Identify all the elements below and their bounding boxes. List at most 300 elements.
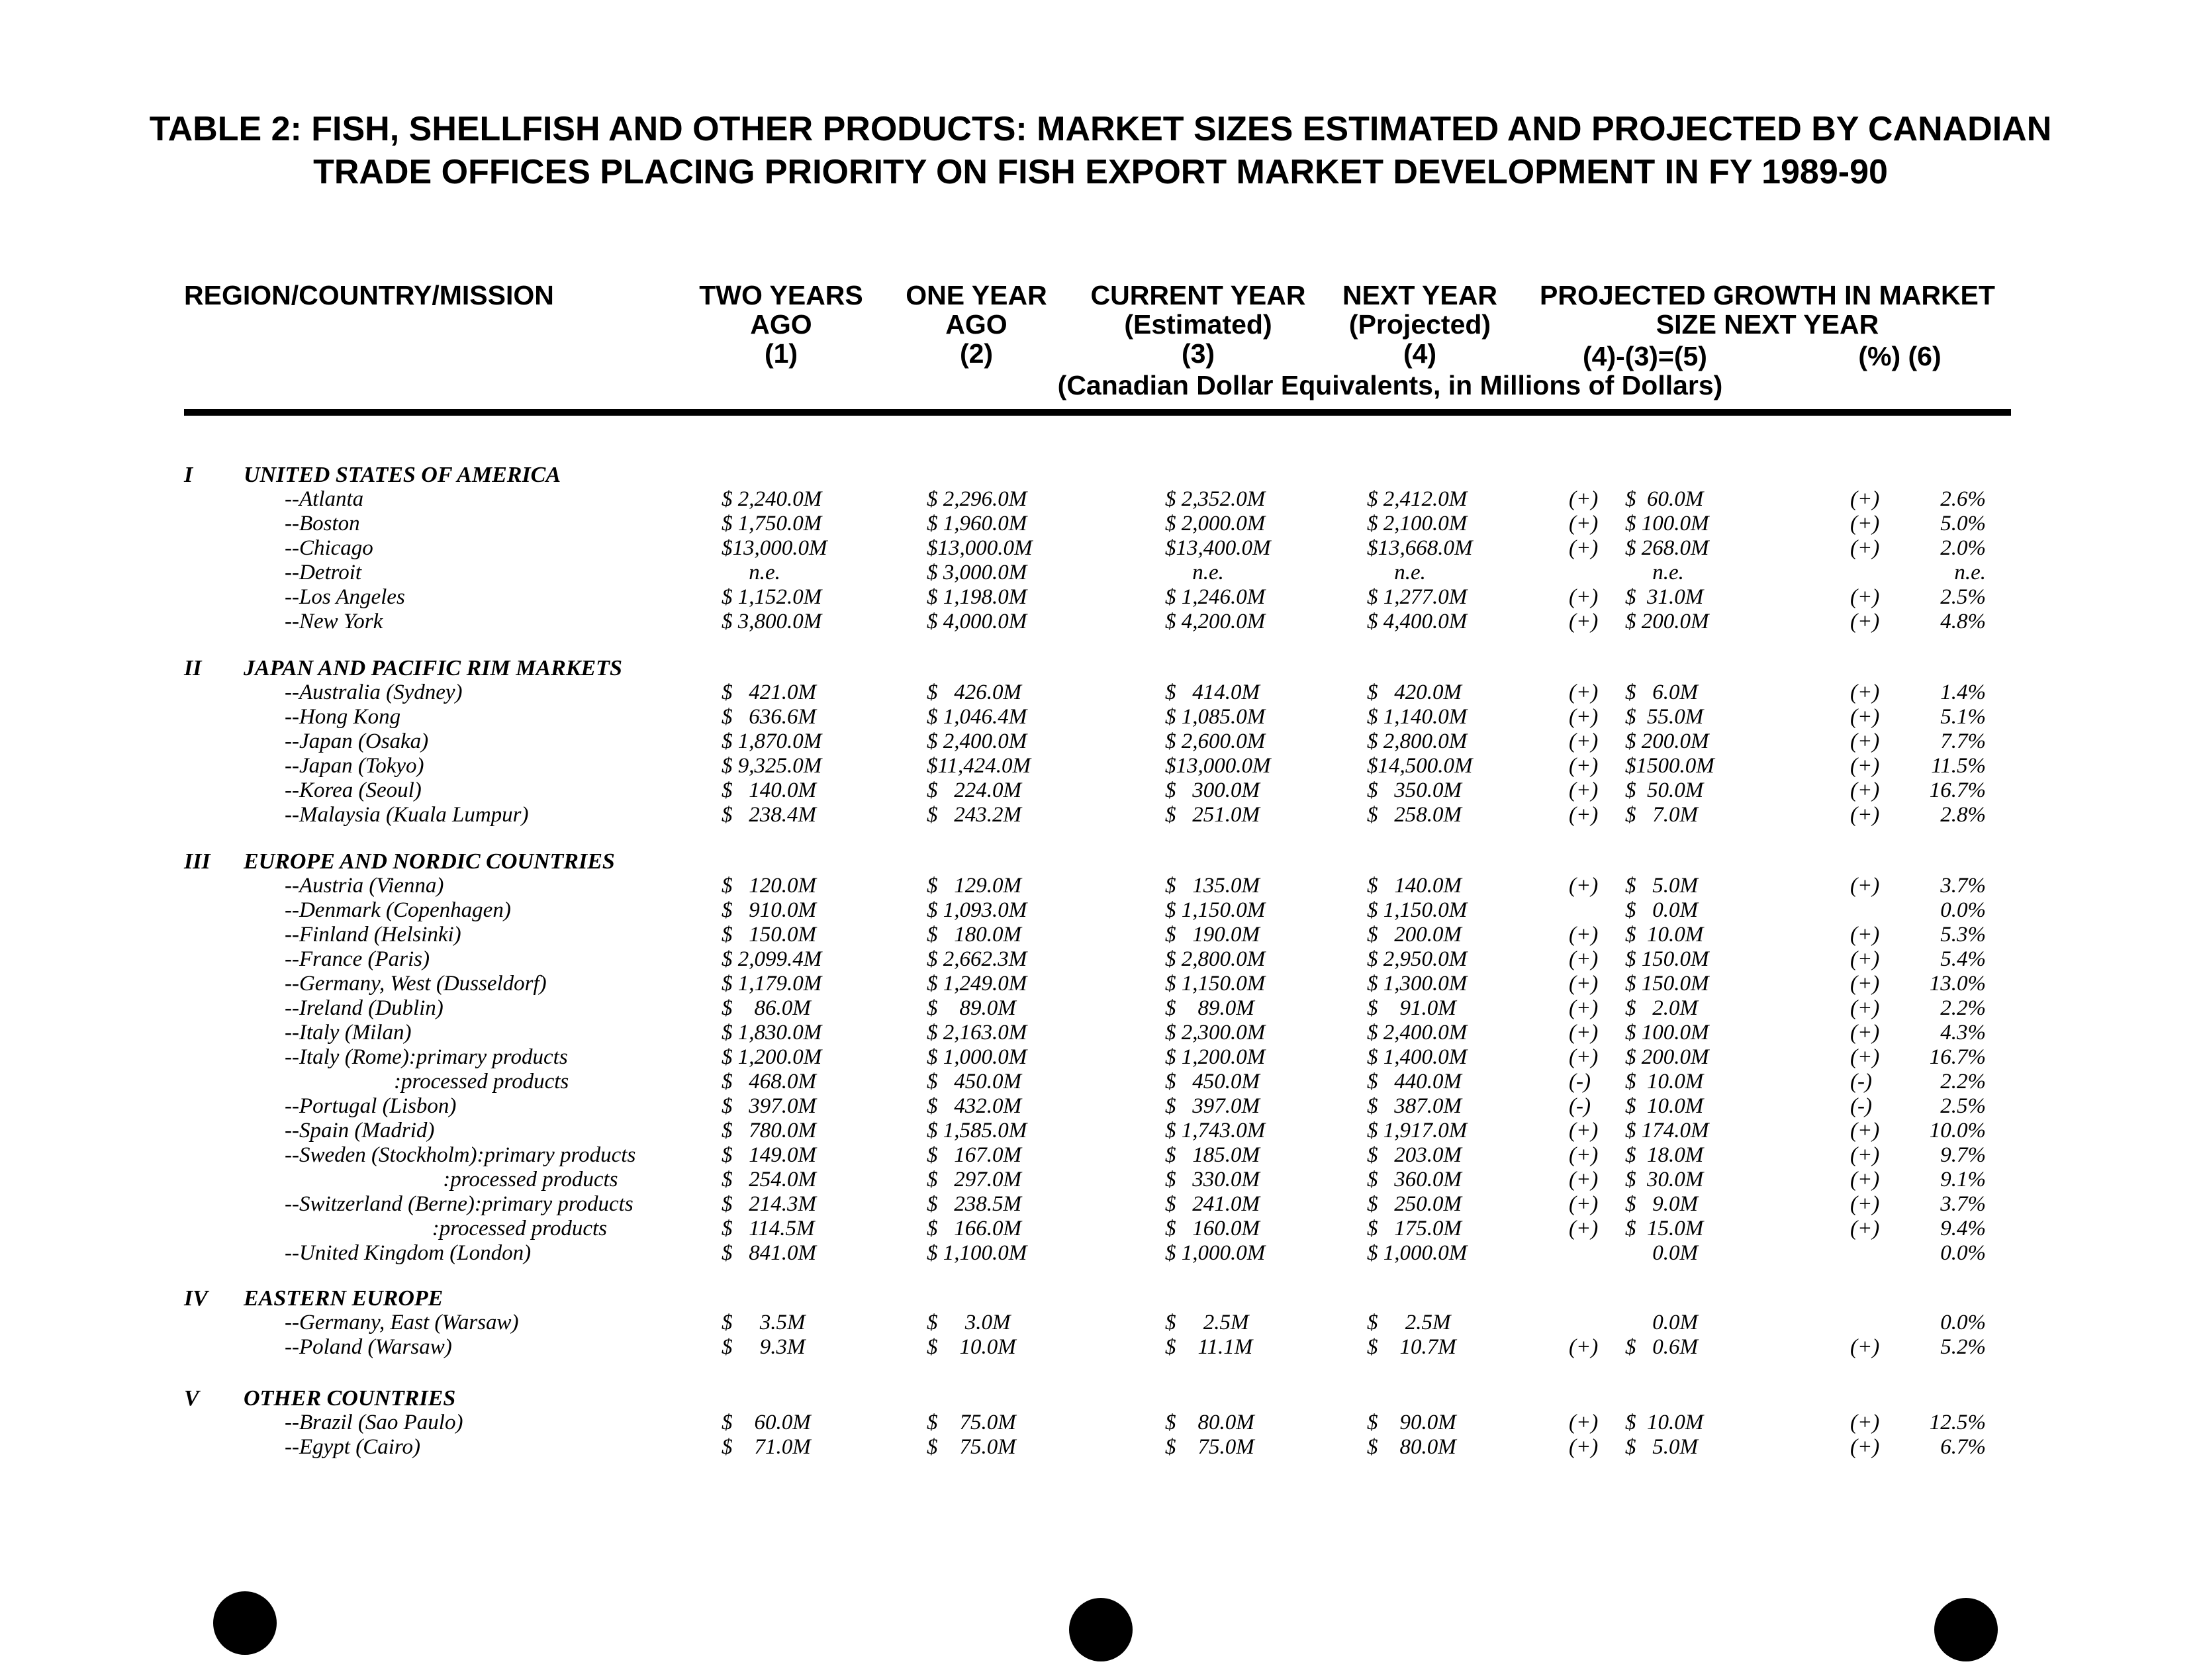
cell-v3: $13,400.0M [1165,536,1271,560]
header-growth-amount: (4)-(3)=(5) [1583,341,1707,371]
header-line: (2) [959,338,994,369]
cell-name: --Germany, West (Dusseldorf) [285,972,547,996]
cell-name: :processed products [285,1217,608,1240]
cell-v4: $ 1,140.0M [1367,705,1468,729]
cell-v3: $ 4,200.0M [1165,610,1266,633]
cell-v2: $ 2,296.0M [927,487,1027,511]
cell-v2: $ 432.0M [927,1094,1021,1118]
header-line: AGO [945,309,1007,340]
table-row [0,972,2201,996]
cell-s5: (-) [1569,1070,1591,1094]
cell-v3: $ 330.0M [1165,1168,1260,1191]
cell-name: --Ireland (Dublin) [285,996,444,1020]
cell-v4: $ 90.0M [1367,1411,1456,1434]
cell-v3: $ 190.0M [1165,923,1260,947]
cell-v1: $ 841.0M [722,1241,816,1265]
cell-name: --Japan (Tokyo) [285,754,424,778]
cell-v2: $ 1,960.0M [927,512,1027,536]
cell-v3: $ 251.0M [1165,803,1260,827]
section-header [0,1385,2201,1412]
cell-s5: (+) [1569,729,1599,753]
cell-name: --Boston [285,512,360,536]
section-numeral: III [184,849,211,874]
cell-v3: n.e. [1165,561,1224,584]
cell-v5: $ 60.0M [1625,487,1704,511]
cell-name: --Brazil (Sao Paulo) [285,1411,463,1434]
cell-v1: $ 9,325.0M [722,754,822,778]
cell-v4: $ 258.0M [1367,803,1462,827]
table-row [0,1094,2201,1119]
table-row [0,705,2201,729]
table-row [0,874,2201,898]
cell-s6: (+) [1850,585,1880,609]
cell-v4: $ 1,277.0M [1367,585,1468,609]
cell-v4: $ 2,950.0M [1367,947,1468,971]
cell-v5: $1500.0M [1625,754,1714,778]
cell-v5: $ 5.0M [1625,1435,1698,1459]
cell-s6: (-) [1850,1094,1872,1118]
cell-v6: 2.2% [1940,996,1986,1020]
cell-name: --Italy (Rome):primary products [285,1045,568,1069]
cell-v6: 9.7% [1940,1143,1986,1167]
cell-v6: 2.5% [1940,1094,1986,1118]
table-row [0,536,2201,561]
header-line: ONE YEAR [906,280,1047,310]
cell-v2: $ 4,000.0M [927,610,1027,633]
cell-v3: $ 2,000.0M [1165,512,1266,536]
cell-v6: 9.4% [1940,1217,1986,1240]
cell-v1: $ 9.3M [722,1335,806,1359]
cell-v1: $13,000.0M [722,536,827,560]
header-next-year [1317,281,1522,368]
cell-v5: $ 200.0M [1625,1045,1709,1069]
section-numeral: II [184,656,202,680]
cell-v6: 3.7% [1940,874,1986,898]
cell-v5: 0.0M [1625,1311,1698,1334]
cell-s5: (+) [1569,1411,1599,1434]
cell-s5: (+) [1569,585,1599,609]
cell-v5: $ 100.0M [1625,512,1709,536]
cell-v6: n.e. [1954,561,1986,584]
cell-s5: (+) [1569,947,1599,971]
cell-v1: $ 1,870.0M [722,729,822,753]
cell-v3: $ 241.0M [1165,1192,1260,1216]
cell-v5: $ 31.0M [1625,585,1704,609]
table-row [0,803,2201,827]
cell-v6: 5.3% [1940,923,1986,947]
cell-v6: 5.4% [1940,947,1986,971]
cell-s5: (-) [1569,1094,1591,1118]
cell-s6: (+) [1850,996,1880,1020]
cell-name: --Korea (Seoul) [285,778,422,802]
cell-name: --New York [285,610,383,633]
cell-v6: 2.5% [1940,585,1986,609]
cell-v2: $13,000.0M [927,536,1033,560]
cell-s6: (+) [1850,680,1880,704]
table-row [0,1192,2201,1217]
cell-s5: (+) [1569,1021,1599,1045]
cell-v4: $ 140.0M [1367,874,1462,898]
cell-v5: $ 18.0M [1625,1143,1704,1167]
section-title: EASTERN EUROPE [244,1286,444,1311]
cell-v4: $ 2,100.0M [1367,512,1468,536]
cell-v6: 2.8% [1940,803,1986,827]
header-line: (Projected) [1348,309,1491,340]
cell-v4: $ 4,400.0M [1367,610,1468,633]
header-projected-growth [1522,281,2012,339]
cell-s6: (+) [1850,754,1880,778]
section-numeral: IV [184,1286,208,1311]
cell-name: --Japan (Osaka) [285,729,429,753]
cell-v4: $ 200.0M [1367,923,1462,947]
section-header [0,462,2201,489]
header-line: TWO YEARS [699,280,863,310]
cell-name: --Los Angeles [285,585,405,609]
cell-v3: $ 1,150.0M [1165,898,1266,922]
header-line: (Estimated) [1124,309,1272,340]
cell-s5: (+) [1569,487,1599,511]
cell-v6: 4.3% [1940,1021,1986,1045]
cell-v2: $ 1,585.0M [927,1119,1027,1143]
header-two-years-ago [675,281,887,368]
cell-v6: 4.8% [1940,610,1986,633]
cell-s6: (+) [1850,1435,1880,1459]
cell-v2: $ 450.0M [927,1070,1021,1094]
cell-name: --Denmark (Copenhagen) [285,898,511,922]
table-row [0,947,2201,972]
cell-v2: $ 1,093.0M [927,898,1027,922]
section-header [0,655,2201,682]
cell-v3: $ 1,085.0M [1165,705,1266,729]
cell-s5: (+) [1569,996,1599,1020]
table-row [0,1021,2201,1045]
cell-v6: 2.0% [1940,536,1986,560]
table-title-line-1: TABLE 2: FISH, SHELLFISH AND OTHER PRODUCTS: MARKET SIZES ESTIMATED AND PROJECTED BY CANADIAN [149,110,2052,148]
table-row [0,778,2201,803]
cell-v6: 0.0% [1940,1241,1986,1265]
cell-v6: 5.0% [1940,512,1986,536]
cell-s6: (+) [1850,1143,1880,1167]
table-row [0,1241,2201,1266]
table-row [0,1119,2201,1143]
cell-v2: $ 1,000.0M [927,1045,1027,1069]
table-row [0,1070,2201,1094]
cell-v1: $ 149.0M [722,1143,816,1167]
cell-v2: $ 167.0M [927,1143,1021,1167]
cell-v5: $ 200.0M [1625,610,1709,633]
cell-v4: $ 440.0M [1367,1070,1462,1094]
cell-v4: $ 203.0M [1367,1143,1462,1167]
cell-v1: $ 120.0M [722,874,816,898]
cell-v1: $ 468.0M [722,1070,816,1094]
table-row [0,754,2201,778]
cell-s5: (+) [1569,1143,1599,1167]
cell-v4: n.e. [1367,561,1426,584]
table-row [0,1143,2201,1168]
cell-v2: $ 75.0M [927,1411,1016,1434]
table-row [0,680,2201,705]
punch-hole-right [1934,1598,1998,1661]
table-row [0,1335,2201,1360]
cell-s5: (+) [1569,1217,1599,1240]
cell-v2: $ 1,046.4M [927,705,1027,729]
cell-v1: $ 1,200.0M [722,1045,822,1069]
cell-s6: (+) [1850,1192,1880,1216]
cell-v3: $ 185.0M [1165,1143,1260,1167]
cell-v3: $ 397.0M [1165,1094,1260,1118]
cell-v5: $ 10.0M [1625,1070,1704,1094]
cell-v5: $ 0.6M [1625,1335,1698,1359]
cell-v5: 0.0M [1625,1241,1698,1265]
cell-name: :processed products [285,1168,618,1191]
section-numeral: V [184,1386,199,1411]
cell-v3: $ 135.0M [1165,874,1260,898]
section-title: EUROPE AND NORDIC COUNTRIES [244,849,615,874]
cell-v6: 3.7% [1940,1192,1986,1216]
cell-v5: $ 7.0M [1625,803,1698,827]
cell-v3: $ 450.0M [1165,1070,1260,1094]
header-current-year [1072,281,1324,368]
cell-v2: $ 238.5M [927,1192,1021,1216]
cell-s5: (+) [1569,874,1599,898]
cell-v1: $ 1,152.0M [722,585,822,609]
cell-v6: 13.0% [1929,972,1986,996]
cell-v5: $ 2.0M [1625,996,1698,1020]
cell-v2: $ 2,400.0M [927,729,1027,753]
cell-v2: $ 297.0M [927,1168,1021,1191]
cell-name: --United Kingdom (London) [285,1241,532,1265]
cell-v6: 10.0% [1929,1119,1986,1143]
cell-v3: $ 1,246.0M [1165,585,1266,609]
cell-s5: (+) [1569,1192,1599,1216]
cell-v6: 11.5% [1931,754,1986,778]
cell-s6: (-) [1850,1070,1872,1094]
cell-s6: (+) [1850,610,1880,633]
cell-v3: $ 2,600.0M [1165,729,1266,753]
header-line: CURRENT YEAR [1090,280,1306,310]
cell-v1: $ 636.6M [722,705,816,729]
cell-v3: $ 2,300.0M [1165,1021,1266,1045]
cell-v5: $ 10.0M [1625,1411,1704,1434]
table-row [0,487,2201,512]
cell-s6: (+) [1850,512,1880,536]
cell-v2: $ 426.0M [927,680,1021,704]
cell-s5: (+) [1569,1045,1599,1069]
cell-name: --France (Paris) [285,947,430,971]
cell-v2: $ 129.0M [927,874,1021,898]
cell-s5: (+) [1569,972,1599,996]
header-units: (Canadian Dollar Equivalents, in Millions of Dollars) [1057,370,1723,400]
header-region: REGION/COUNTRY/MISSION [184,280,554,310]
cell-s5: (+) [1569,778,1599,802]
cell-v3: $ 2,800.0M [1165,947,1266,971]
cell-v5: $ 100.0M [1625,1021,1709,1045]
cell-s5: (+) [1569,1435,1599,1459]
cell-v3: $ 1,200.0M [1165,1045,1266,1069]
cell-v6: 0.0% [1940,1311,1986,1334]
cell-s6: (+) [1850,1119,1880,1143]
cell-name: --Sweden (Stockholm):primary products [285,1143,636,1167]
cell-v3: $ 1,150.0M [1165,972,1266,996]
cell-s5: (+) [1569,1168,1599,1191]
table-row [0,996,2201,1021]
cell-v6: 0.0% [1940,898,1986,922]
cell-v1: $ 140.0M [722,778,816,802]
cell-s6: (+) [1850,1021,1880,1045]
cell-name: --Germany, East (Warsaw) [285,1311,519,1334]
cell-v6: 16.7% [1929,778,1986,802]
header-line: SIZE NEXT YEAR [1656,309,1879,340]
cell-v2: $ 224.0M [927,778,1021,802]
cell-v2: $ 1,100.0M [927,1241,1027,1265]
table-row [0,1168,2201,1192]
cell-v3: $ 75.0M [1165,1435,1254,1459]
cell-v1: $ 1,830.0M [722,1021,822,1045]
cell-v4: $ 2,412.0M [1367,487,1468,511]
cell-v4: $ 10.7M [1367,1335,1456,1359]
header-line: (4) [1403,338,1437,369]
cell-v4: $ 420.0M [1367,680,1462,704]
section-numeral: I [184,463,193,487]
header-growth-percent: (%) (6) [1858,341,1942,371]
cell-v4: $ 1,000.0M [1367,1241,1468,1265]
cell-name: --Atlanta [285,487,364,511]
cell-v4: $13,668.0M [1367,536,1473,560]
cell-v3: $ 414.0M [1165,680,1260,704]
cell-v6: 2.2% [1940,1070,1986,1094]
cell-name: :processed products [285,1070,569,1094]
cell-v1: $ 60.0M [722,1411,811,1434]
cell-v6: 2.6% [1940,487,1986,511]
cell-v5: $ 9.0M [1625,1192,1698,1216]
cell-v6: 1.4% [1940,680,1986,704]
cell-v5: n.e. [1625,561,1684,584]
cell-v3: $ 11.1M [1165,1335,1253,1359]
cell-name: --Austria (Vienna) [285,874,444,898]
cell-v1: $ 2,240.0M [722,487,822,511]
cell-s6: (+) [1850,705,1880,729]
cell-v3: $ 1,000.0M [1165,1241,1266,1265]
cell-s5: (+) [1569,536,1599,560]
cell-s5: (+) [1569,680,1599,704]
cell-v2: $ 243.2M [927,803,1021,827]
cell-v5: $ 150.0M [1625,947,1709,971]
cell-s6: (+) [1850,1335,1880,1359]
cell-name: --Hong Kong [285,705,401,729]
cell-s5: (+) [1569,754,1599,778]
cell-v4: $ 2,400.0M [1367,1021,1468,1045]
table-row [0,561,2201,585]
table-row [0,512,2201,536]
cell-v6: 7.7% [1940,729,1986,753]
cell-v5: $ 30.0M [1625,1168,1704,1191]
cell-v5: $ 10.0M [1625,923,1704,947]
section-title: OTHER COUNTRIES [244,1386,456,1411]
cell-v1: $ 780.0M [722,1119,816,1143]
cell-s5: (+) [1569,705,1599,729]
cell-name: --Switzerland (Berne):primary products [285,1192,633,1216]
cell-v1: $ 214.3M [722,1192,816,1216]
cell-name: --Portugal (Lisbon) [285,1094,457,1118]
header-rule [184,409,2011,416]
table-row [0,1311,2201,1335]
cell-s5: (+) [1569,803,1599,827]
cell-v2: $ 3,000.0M [927,561,1027,584]
cell-v4: $ 2,800.0M [1367,729,1468,753]
cell-v6: 5.2% [1940,1335,1986,1359]
header-line: AGO [750,309,812,340]
cell-v5: $ 268.0M [1625,536,1709,560]
table-row [0,898,2201,923]
cell-s6: (+) [1850,803,1880,827]
cell-v5: $ 55.0M [1625,705,1704,729]
cell-v1: $ 1,750.0M [722,512,822,536]
cell-v2: $ 75.0M [927,1435,1016,1459]
section-title: UNITED STATES OF AMERICA [244,463,561,487]
cell-v2: $ 166.0M [927,1217,1021,1240]
cell-s6: (+) [1850,536,1880,560]
cell-v2: $11,424.0M [927,754,1031,778]
cell-v4: $ 80.0M [1367,1435,1456,1459]
cell-name: --Spain (Madrid) [285,1119,435,1143]
header-line: (1) [764,338,798,369]
cell-s6: (+) [1850,923,1880,947]
cell-v4: $ 387.0M [1367,1094,1462,1118]
cell-v6: 9.1% [1940,1168,1986,1191]
cell-name: --Detroit [285,561,362,584]
table-row [0,1411,2201,1435]
header-line: NEXT YEAR [1342,280,1497,310]
table-row [0,923,2201,947]
cell-v1: $ 3.5M [722,1311,806,1334]
cell-v1: $ 397.0M [722,1094,816,1118]
cell-v3: $ 160.0M [1165,1217,1260,1240]
cell-v4: $ 1,400.0M [1367,1045,1468,1069]
cell-v1: $ 71.0M [722,1435,811,1459]
cell-name: --Egypt (Cairo) [285,1435,420,1459]
cell-v1: n.e. [722,561,780,584]
cell-v3: $ 1,743.0M [1165,1119,1266,1143]
section-title: JAPAN AND PACIFIC RIM MARKETS [244,656,622,680]
table-row [0,610,2201,634]
cell-v4: $ 1,300.0M [1367,972,1468,996]
cell-v4: $ 91.0M [1367,996,1456,1020]
cell-name: --Poland (Warsaw) [285,1335,452,1359]
cell-s6: (+) [1850,947,1880,971]
cell-v4: $ 350.0M [1367,778,1462,802]
cell-s6: (+) [1850,487,1880,511]
cell-v1: $ 2,099.4M [722,947,822,971]
cell-v2: $ 1,198.0M [927,585,1027,609]
table-row [0,1435,2201,1460]
cell-s6: (+) [1850,1045,1880,1069]
cell-v6: 5.1% [1940,705,1986,729]
cell-s5: (+) [1569,1335,1599,1359]
cell-v3: $ 2.5M [1165,1311,1249,1334]
cell-v5: $ 5.0M [1625,874,1698,898]
cell-v6: 6.7% [1940,1435,1986,1459]
cell-v3: $ 2,352.0M [1165,487,1266,511]
cell-v4: $ 1,917.0M [1367,1119,1468,1143]
cell-v2: $ 2,163.0M [927,1021,1027,1045]
table-title-line-2: TRADE OFFICES PLACING PRIORITY ON FISH EXPORT MARKET DEVELOPMENT IN FY 1989-90 [313,153,1888,191]
cell-v1: $ 114.5M [722,1217,815,1240]
cell-v1: $ 86.0M [722,996,811,1020]
cell-v5: $ 6.0M [1625,680,1698,704]
cell-v2: $ 2,662.3M [927,947,1027,971]
cell-s6: (+) [1850,729,1880,753]
cell-name: --Italy (Milan) [285,1021,412,1045]
